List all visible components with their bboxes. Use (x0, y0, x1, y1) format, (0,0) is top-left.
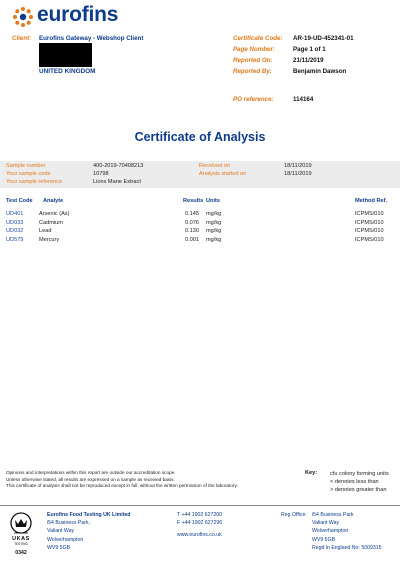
footer-reg-block (312, 511, 382, 552)
ukas-text: UKAS (12, 536, 30, 542)
received-date: 18/11/2019 (284, 163, 312, 169)
footer-address-line: Valiant Way (47, 528, 75, 535)
col-method: Method Ref. (355, 198, 388, 204)
received-label: Received on (199, 163, 231, 169)
result-value: 0.130 (185, 228, 199, 234)
key-item: cfu colony forming units (330, 471, 389, 477)
analyte: Arsenic (As) (39, 211, 70, 217)
key-item: < denotes less than (330, 479, 379, 485)
eurofins-logo-icon (12, 6, 34, 28)
result-value: 0.145 (185, 211, 199, 217)
footer-divider (0, 505, 400, 506)
col-test-code: Test Code (6, 198, 33, 204)
footer-fax: F +44 1902 627296 (177, 520, 223, 527)
sample-number-label: Sample number (6, 163, 46, 169)
note-line: Opinions and interpretations within this report are outside our accreditation scope. (6, 470, 176, 475)
method-ref: ICPMS/010 (355, 228, 384, 234)
col-analyte: Analyte (43, 198, 64, 204)
note-line: This certificate of analysis shall not be reproduced except in full, without the written permission of the laboratory. (6, 483, 238, 489)
report-notes (6, 470, 276, 490)
reported-by: Benjamin Dawson (293, 68, 347, 75)
po-reference-label: PO reference: (233, 96, 274, 103)
sample-code-label: Your sample code (6, 171, 51, 177)
analyte: Mercury (39, 236, 60, 243)
key-item: > denotes greater than (330, 487, 387, 493)
footer-company-block (47, 511, 130, 552)
reported-on-label: Reported On: (233, 57, 273, 64)
certificate-code: AR-19-UD-452341-01 (293, 35, 354, 42)
client-country: UNITED KINGDOM (39, 68, 96, 75)
result-unit: mg/kg (206, 211, 222, 217)
redacted-address (39, 43, 92, 67)
page-number: Page 1 of 1 (293, 46, 326, 53)
key-label: Key: (305, 470, 318, 476)
footer-contact-block (177, 511, 222, 540)
footer-company: Eurofins Food Testing UK Limited (47, 512, 131, 518)
analyte: Cadmium (39, 219, 63, 226)
page-number-label: Page Number: (233, 46, 275, 53)
footer-address-line: Wolverhampton (47, 536, 84, 543)
result-value: 0.076 (185, 219, 199, 226)
page-title: Certificate of Analysis (134, 130, 266, 144)
method-ref: ICPMS/010 (355, 211, 384, 217)
result-unit: mg/kg (206, 219, 222, 226)
ukas-number: 0342 (15, 550, 27, 556)
col-units: Units (206, 198, 220, 204)
footer-website-link[interactable]: www.eurofins.co.uk (177, 532, 222, 539)
certificate-code-label: Certificate Code: (233, 35, 283, 42)
footer-reg-number: Regd in England No: 5009315 (312, 544, 382, 551)
footer-reg-label: Reg Office: (281, 512, 307, 518)
key-list (330, 470, 389, 494)
method-ref: ICPMS/010 (355, 219, 384, 226)
analysis-started-label: Analysis started on (199, 171, 247, 177)
footer-reg-address-line: i54 Business Park (312, 512, 354, 518)
footer-address-line: i54 Business Park, (47, 520, 90, 527)
test-code: UD032 (6, 228, 24, 234)
col-results: Results (183, 198, 204, 204)
sample-code: 10798 (93, 171, 109, 177)
brand-name: eurofins (37, 3, 119, 26)
test-code: UD579 (6, 236, 24, 243)
ukas-sub: TESTING (14, 542, 28, 546)
ukas-accreditation-mark (6, 511, 36, 557)
result-value: 0.001 (185, 236, 199, 243)
sample-reference: Lions Mane Extract (93, 179, 141, 185)
method-ref: ICPMS/010 (355, 236, 384, 243)
footer-address-line: WV9 5GB (47, 544, 71, 551)
footer-reg-address-line: WV9 5GB (312, 536, 336, 543)
result-unit: mg/kg (206, 228, 222, 234)
sample-number: 400-2019-70408213 (93, 163, 144, 169)
test-code: UD401 (6, 211, 24, 217)
reported-by-label: Reported By: (233, 68, 272, 75)
client-label: Client: (12, 35, 32, 42)
analyte: Lead (39, 228, 52, 234)
reported-on: 21/11/2019 (293, 57, 324, 64)
footer-tel: T +44 1902 627200 (177, 512, 223, 518)
footer-reg-address-line: Valiant Way (312, 520, 340, 527)
footer-reg-address-line: Wolverhampton (312, 528, 349, 535)
analysis-started-date: 18/11/2019 (284, 171, 312, 177)
sample-reference-label: Your sample reference (6, 179, 63, 185)
result-unit: mg/kg (206, 236, 222, 243)
po-reference: 114164 (293, 96, 314, 103)
test-code: UD033 (6, 219, 24, 226)
note-line: Unless otherwise stated, all results are expressed on a sample as received basis. (6, 476, 175, 482)
client-name: Eurofins Gateway - Webshop Client (39, 35, 144, 42)
